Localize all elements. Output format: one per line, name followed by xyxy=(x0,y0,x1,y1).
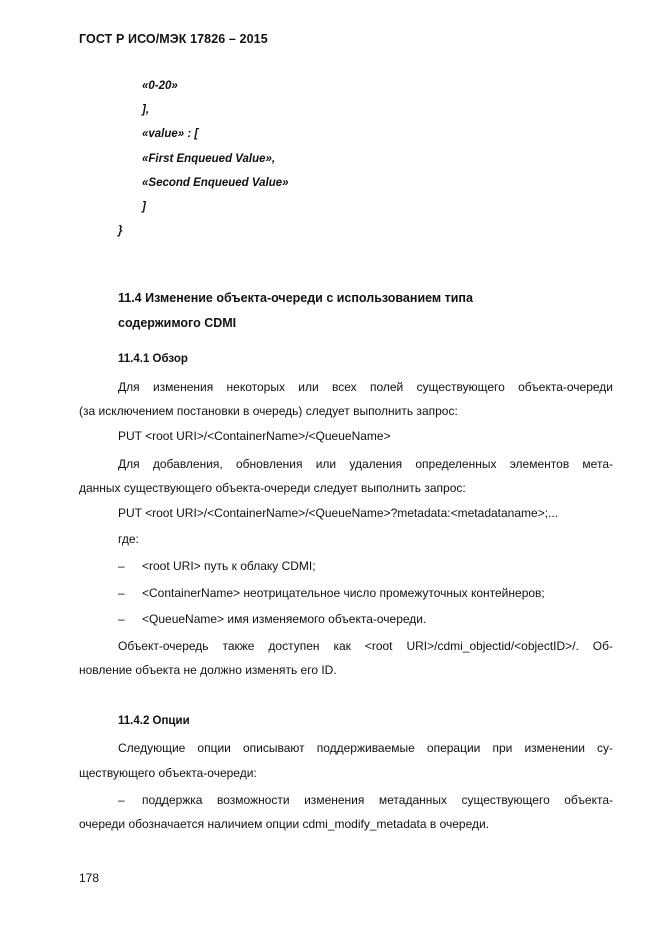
code-line: «value» : [ xyxy=(142,128,199,140)
paragraph-line: новление объекта не должно изменять его ID. xyxy=(79,663,337,677)
code-line: ] xyxy=(142,201,146,213)
paragraph-line: Для добавления, обновления или удаления определенных элементов мета- xyxy=(118,457,613,471)
section-title: содержимого CDMI xyxy=(118,316,237,330)
list-item: <root URI> путь к облаку CDMI; xyxy=(142,559,316,573)
paragraph-line: данных существующего объекта-очереди следует выполнить запрос: xyxy=(79,481,466,495)
list-item: поддержка возможности изменения метаданных существующего объекта- xyxy=(142,793,613,807)
where-label: где: xyxy=(118,532,139,546)
list-dash: – xyxy=(118,793,125,807)
list-dash: – xyxy=(118,586,125,600)
code-line: «First Enqueued Value», xyxy=(142,153,276,165)
request-line: PUT <root URI>/<ContainerName>/<QueueName> xyxy=(118,429,391,443)
list-item: <QueueName> имя изменяемого объекта-очереди. xyxy=(142,612,427,626)
request-line: PUT <root URI>/<ContainerName>/<QueueName>?metadata:<metadataname>;... xyxy=(118,506,559,520)
section-title: 11.4 Изменение объекта-очереди с использованием типа xyxy=(118,291,473,305)
code-line: ], xyxy=(142,104,150,116)
subsection-title-overview: 11.4.1 Обзор xyxy=(118,353,188,365)
paragraph-line: Следующие опции описывают поддерживаемые операции при изменении су- xyxy=(118,741,613,755)
subsection-title-options: 11.4.2 Опции xyxy=(118,715,190,727)
list-item: <ContainerName> неотрицательное число промежуточных контейнеров; xyxy=(142,586,545,600)
page-number: 178 xyxy=(79,871,100,885)
page-header: ГОСТ Р ИСО/МЭК 17826 – 2015 xyxy=(79,32,268,46)
paragraph-line: очереди обозначается наличием опции cdmi_modify_metadata в очереди. xyxy=(79,817,490,831)
paragraph-line: Для изменения некоторых или всех полей существующего объекта-очереди xyxy=(118,380,613,394)
code-line: «Second Enqueued Value» xyxy=(142,177,289,189)
code-line: «0-20» xyxy=(142,80,178,92)
paragraph-line: ществующего объекта-очереди: xyxy=(79,766,257,780)
list-dash: – xyxy=(118,559,125,573)
code-line: } xyxy=(118,225,123,237)
paragraph-line: (за исключением постановки в очередь) следует выполнить запрос: xyxy=(79,404,458,418)
list-dash: – xyxy=(118,612,125,626)
paragraph-line: Объект-очередь также доступен как <root URI>/cdmi_objectid/<objectID>/. Об- xyxy=(118,639,613,653)
